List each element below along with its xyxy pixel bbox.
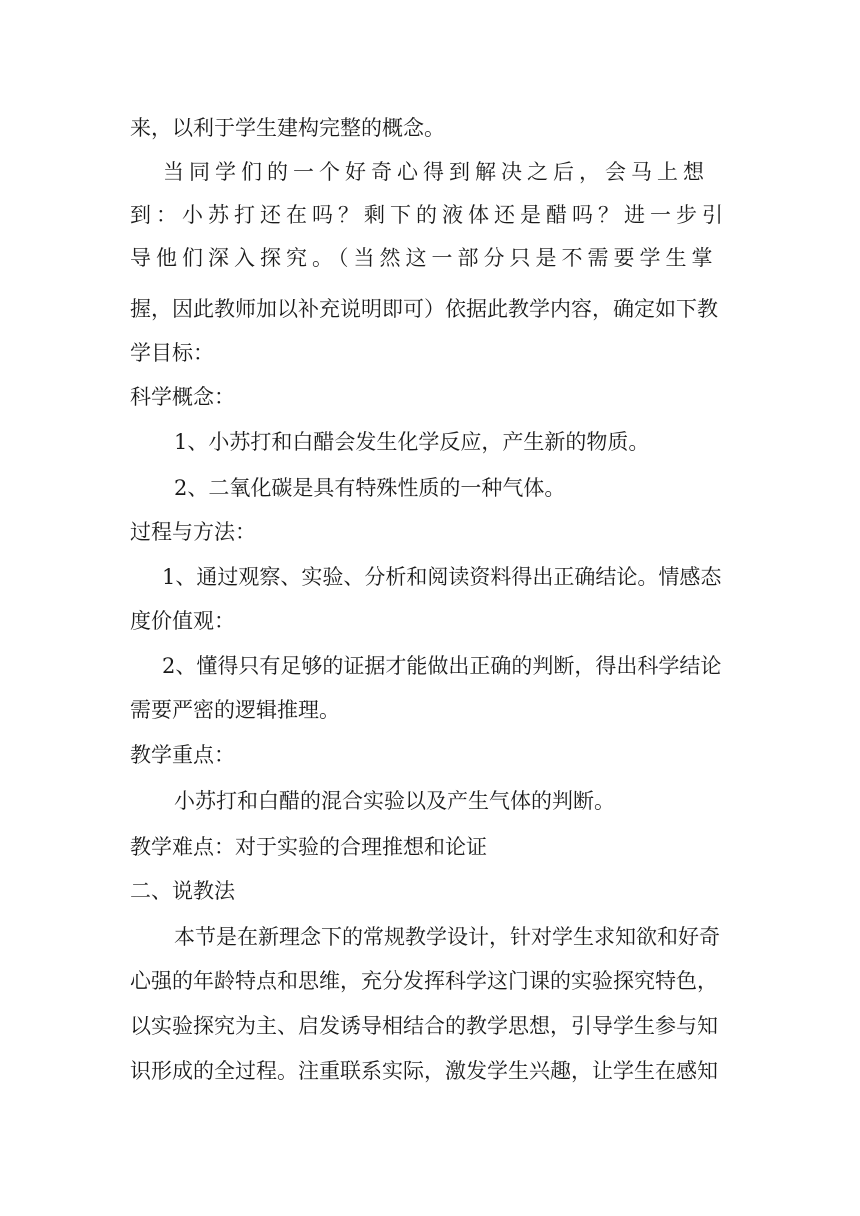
paragraph-line: 导他们深入探究。（当然这一部分只是不需要学生掌 (130, 246, 718, 270)
paragraph-line: 本节是在新理念下的常规教学设计，针对学生求知欲和好奇 (174, 925, 720, 949)
paragraph-line: 度价值观： (130, 609, 235, 633)
list-item: 2、懂得只有足够的证据才能做出正确的判断，得出科学结论 (162, 654, 722, 678)
section-heading: 过程与方法： (130, 520, 256, 544)
paragraph-line: 来，以利于学生建构完整的概念。 (130, 116, 445, 140)
paragraph-line: 到：小苏打还在吗？剩下的液体还是醋吗？进一步引 (130, 203, 728, 227)
paragraph-line: 小苏打和白醋的混合实验以及产生气体的判断。 (174, 789, 615, 813)
paragraph-line: 以实验探究为主、启发诱导相结合的教学思想，引导学生参与知 (130, 1014, 718, 1038)
paragraph-line: 握，因此教师加以补充说明即可）依据此教学内容，确定如下教 (130, 297, 718, 321)
paragraph-line: 学目标： (130, 341, 214, 365)
list-item: 1、小苏打和白醋会发生化学反应，产生新的物质。 (174, 430, 650, 454)
section-heading: 教学重点： (130, 743, 235, 767)
list-item: 2、二氧化碳是具有特殊性质的一种气体。 (174, 476, 566, 500)
paragraph-line: 心强的年龄特点和思维，充分发挥科学这门课的实验探究特色， (130, 969, 718, 993)
paragraph-line: 需要严密的逻辑推理。 (130, 698, 340, 722)
section-heading: 科学概念： (130, 385, 235, 409)
section-heading: 教学难点：对于实验的合理推想和论证 (130, 835, 487, 859)
paragraph-line: 识形成的全过程。注重联系实际，激发学生兴趣，让学生在感知 (130, 1059, 718, 1083)
list-item: 1、通过观察、实验、分析和阅读资料得出正确结论。情感态 (162, 565, 722, 589)
paragraph-line: 当同学们的一个好奇心得到解决之后，会马上想 (163, 160, 709, 184)
section-heading: 二、说教法 (130, 879, 235, 903)
